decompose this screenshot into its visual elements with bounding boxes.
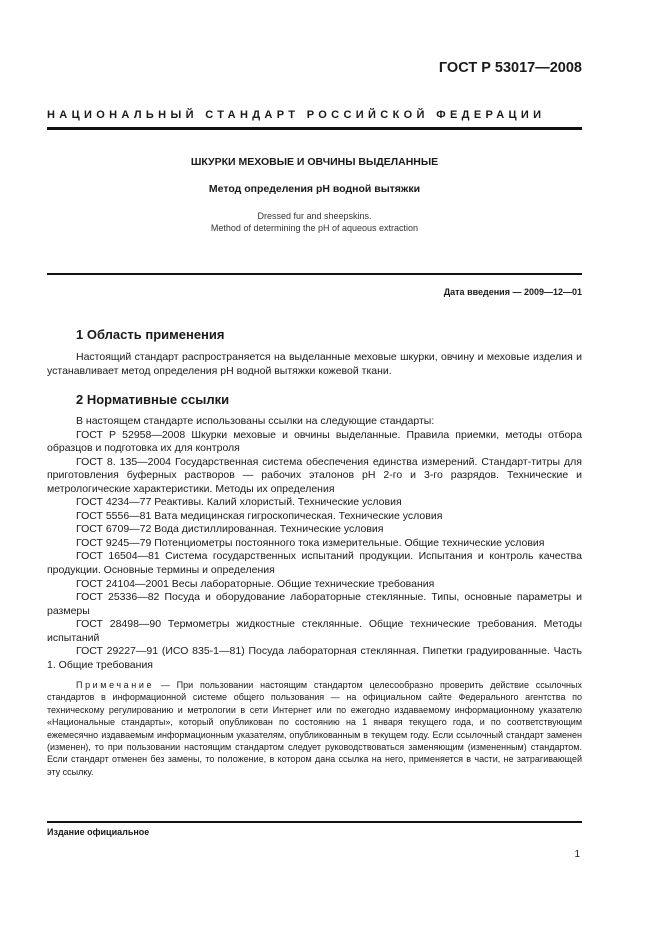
reference-item: ГОСТ 28498—90 Термометры жидкостные стеклянные. Общие технические требования. Методы испытаний — [47, 618, 582, 644]
document-title: ШКУРКИ МЕХОВЫЕ И ОВЧИНЫ ВЫДЕЛАННЫЕ — [190, 156, 439, 168]
english-title — [47, 210, 582, 234]
edition-label: Издание официальное — [47, 827, 150, 837]
reference-item: ГОСТ Р 52958—2008 Шкурки меховые и овчины выделанные. Правила приемки, методы отбора образцов и подготовка их для контроля — [47, 428, 582, 455]
title-divider — [47, 273, 582, 275]
section-body — [47, 415, 582, 672]
document-subtitle: Метод определения pH водной вытяжки — [208, 183, 421, 195]
reference-item: ГОСТ 6709—72 Вода дистиллированная. Технические условия — [76, 523, 384, 536]
section-heading: 2 Нормативные ссылки — [76, 392, 230, 407]
header-divider — [47, 127, 582, 130]
paragraph: В настоящем стандарте использованы ссылки на следующие стандарты: — [76, 415, 435, 427]
english-title-line: Dressed fur and sheepskins. — [257, 211, 372, 221]
document-number: ГОСТ Р 53017—2008 — [438, 60, 582, 76]
reference-item: ГОСТ 25336—82 Посуда и оборудование лабораторные стеклянные. Типы, основные параметры и размеры — [47, 591, 582, 617]
reference-item: ГОСТ 5556—81 Вата медицинская гигроскопическая. Технические условия — [76, 509, 443, 522]
note-label: Примечание — [76, 680, 155, 690]
reference-item: ГОСТ 29227—91 (ИСО 835-1—81) Посуда лабораторная стеклянная. Пипетки градуированные. Часть 1. Общие требования — [47, 645, 582, 671]
introduction-date: Дата введения — 2009—12—01 — [443, 287, 582, 297]
english-title-line: Method of determining the pH of aqueous extraction — [210, 223, 419, 233]
reference-item: ГОСТ 24104—2001 Весы лабораторные. Общие технические требования — [76, 577, 435, 590]
reference-item: ГОСТ 16504—81 Система государственных испытаний продукции. Испытания и контроль качества продукции. Основные термины и определения — [47, 550, 582, 577]
national-standard-banner: НАЦИОНАЛЬНЫЙ СТАНДАРТ РОССИЙСКОЙ ФЕДЕРАЦИИ — [47, 109, 546, 121]
section-body — [47, 350, 582, 378]
section-heading: 1 Область применения — [76, 327, 225, 342]
paragraph: Настоящий стандарт распространяется на выделанные меховые шкурки, овчину и меховые изделия и устанавливает метод определения pH водной вытяжки кожевой ткани. — [47, 351, 582, 378]
reference-item: ГОСТ 8. 135—2004 Государственная система обеспечения единства измерений. Стандарт-титры для приготовления буферных растворов — рабочих эталонов pH 2-го и 3-го разрядов. Технические и метрологические характеристики. Методы их определения — [47, 455, 582, 495]
reference-item: ГОСТ 4234—77 Реактивы. Калий хлористый. Технические условия — [76, 496, 402, 509]
note-text: — При пользовании настоящим стандартом целесообразно проверить действие ссылочных стандартов в информационной системе общего пользования — на официальном сайте Федерального агентства по техническому регулированию и метрологии в сети Интернет или по ежегодно издаваемому информационному указателю «Национальные стандарты», который опубликован по состоянию на 1 января текущего года, и по соответствующим ежемесячно издаваемым информационным указателям, опубликованным в текущем году. Если ссылочный стандарт заменен (изменен), то при пользовании настоящим стандартом следует руководствоваться заменяющим (измененным) стандартом. Если стандарт отменен без замены, то положение, в котором дана ссылка на него, применяется в части, не затрагивающей эту ссылку. — [47, 680, 582, 777]
reference-item: ГОСТ 9245—79 Потенциометры постоянного тока измерительные. Общие технические условия — [76, 536, 545, 549]
page-number: 1 — [574, 849, 580, 860]
footer-divider — [47, 821, 582, 823]
note — [47, 679, 582, 778]
